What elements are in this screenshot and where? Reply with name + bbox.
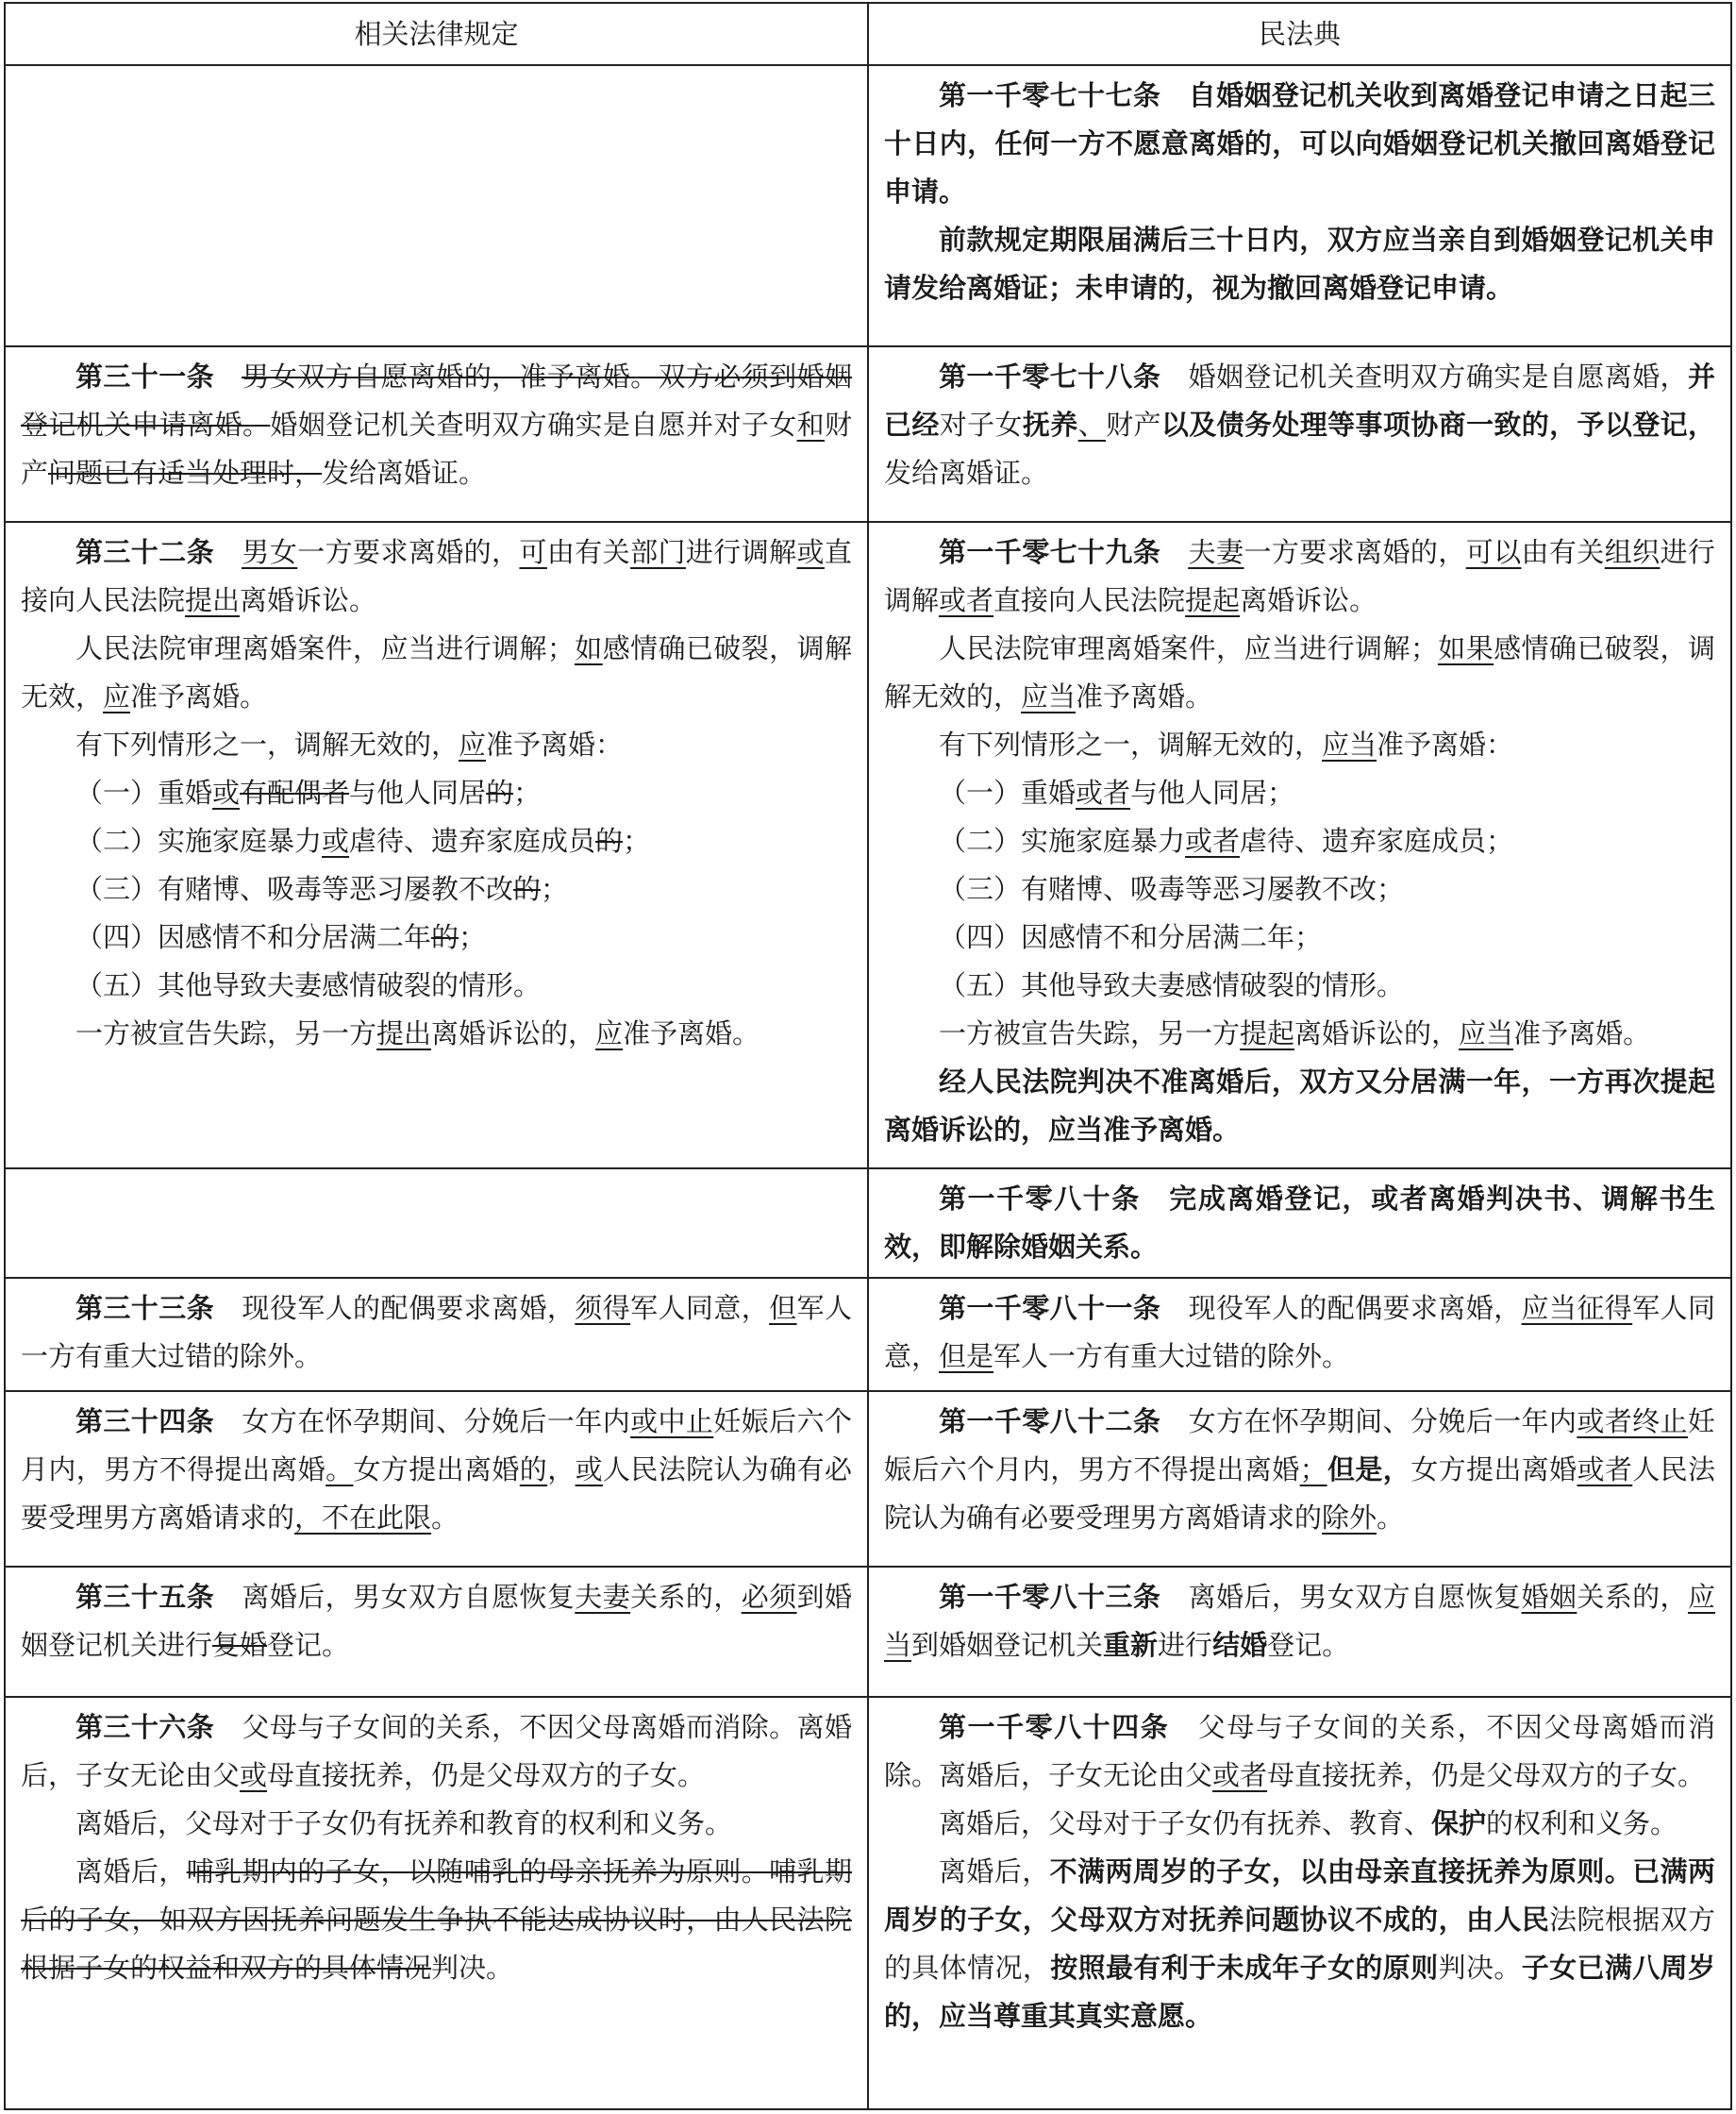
table-row [5, 1278, 1731, 1391]
bold-text: 第一千零七十七条 [939, 79, 1161, 111]
body-text: 有下列情形之一，调解无效的， [75, 729, 459, 761]
body-text: 离婚诉讼的， [1294, 1017, 1460, 1049]
header-civil-code: 民法典 [868, 3, 1731, 65]
changed-text: 。 [326, 1453, 354, 1485]
changed-text: 或 [796, 536, 825, 568]
changed-text: 夫妻 [575, 1581, 631, 1613]
body-text: 一方要求离婚的， [1244, 536, 1466, 568]
body-text: 母直接抚养，仍是父母双方的子女。 [267, 1759, 706, 1791]
bold-text: 第一千零七十九条 [939, 536, 1161, 568]
cell-related-law [5, 1697, 868, 2109]
body-text: 离婚后，父母对于子女仍有抚养和教育的权利和义务。 [75, 1807, 733, 1839]
body-text: 与他人同居 [349, 777, 487, 809]
body-text: ； [541, 873, 569, 905]
body-text: 现役军人的配偶要求离婚， [1188, 1292, 1522, 1324]
body-text: 财产 [21, 409, 852, 489]
body-text: 登记。 [1267, 1629, 1350, 1661]
article-paragraph [21, 1284, 852, 1381]
deleted-text: 哺乳期内的子女，以随哺乳的母亲抚养为原则。哺乳期后的子女，如双方因抚养问题发生争执不能达成协议时，由人民法院根据子女的权益和双方的具体情况 [21, 1855, 852, 1984]
body-text: 的权利和义务。 [1486, 1807, 1678, 1839]
body-text: 人民法院审理离婚案件，应当进行调解； [939, 632, 1438, 664]
cell-civil-code [868, 1567, 1731, 1697]
deleted-text: 男女双方自愿离婚的，准予离婚。双方必须到婚姻登记机关申请离婚。 [21, 361, 852, 441]
body-text: 离婚诉讼。 [1240, 584, 1377, 616]
article-paragraph [884, 528, 1715, 625]
body-text: ， [547, 1453, 576, 1485]
body-text: ； [513, 777, 542, 809]
body-text: 判决。 [1438, 1952, 1522, 1984]
cell-related-law [5, 1168, 868, 1278]
article-paragraph [884, 72, 1715, 216]
changed-text: 应 [459, 729, 487, 761]
cell-civil-code [868, 1168, 1731, 1278]
bold-text: 第三十一条 [75, 361, 215, 393]
body-text: 军人同意， [884, 1292, 1715, 1372]
body-text: 感情确已破裂，调解无效， [21, 632, 852, 713]
article-paragraph [884, 1703, 1715, 1800]
article-paragraph [884, 962, 1715, 1010]
changed-text: 应当 [1459, 1017, 1514, 1049]
cell-civil-code [868, 65, 1731, 346]
article-paragraph [21, 1010, 852, 1058]
article-paragraph [884, 914, 1715, 962]
body-text: ； [459, 921, 487, 953]
bold-text: 第一千零八十一条 [939, 1292, 1161, 1324]
deleted-text: 的 [595, 825, 624, 857]
article-paragraph [21, 1703, 852, 1800]
body-text: 人民法院审理离婚案件，应当进行调解； [75, 632, 575, 664]
body-text: 离婚诉讼。 [240, 584, 377, 616]
changed-text: 或 [212, 777, 241, 809]
changed-text: 或者 [1577, 1453, 1633, 1485]
bold-text: 第三十二条 [75, 536, 215, 568]
body-text: 一方被宣告失踪，另一方 [75, 1017, 377, 1049]
deleted-text: 有配偶者 [240, 777, 350, 809]
body-text: 军人一方有重大过错的除外。 [993, 1340, 1350, 1372]
cell-related-law [5, 1278, 868, 1391]
changed-text: 应 [595, 1017, 624, 1049]
body-text: 准予离婚： [1377, 729, 1514, 761]
body-text: 军人一方有重大过错的除外。 [21, 1292, 852, 1372]
bold-text: 但是， [1327, 1453, 1411, 1485]
article-paragraph [21, 865, 852, 914]
changed-text: 必须 [741, 1581, 797, 1613]
body-text: 离婚后，男女双方自愿恢复 [242, 1581, 576, 1613]
body-text: （三）有赌博、吸毒等恶习屡教不改； [939, 873, 1405, 905]
body-text: 有下列情形之一，调解无效的， [939, 729, 1323, 761]
body-text: 对子女 [939, 409, 1023, 441]
cell-civil-code [868, 522, 1731, 1168]
body-text: 虐待、遗弃家庭成员 [349, 825, 596, 857]
body-text: 判决。 [431, 1952, 514, 1984]
body-text: 准予离婚。 [1513, 1017, 1651, 1049]
header-related-law: 相关法律规定 [5, 3, 868, 65]
changed-text: 应当 [884, 1581, 1715, 1661]
article-paragraph [884, 1398, 1715, 1542]
body-text: 直接向人民法院 [993, 584, 1186, 616]
body-text: 进行调解 [685, 536, 797, 568]
body-text: 与他人同居； [1130, 777, 1295, 809]
table-row [5, 65, 1731, 346]
changed-text: 婚姻 [1521, 1581, 1577, 1613]
changed-text: 或者 [1185, 825, 1241, 857]
changed-text: 须得 [575, 1292, 631, 1324]
body-text: 准予离婚。 [623, 1017, 760, 1049]
body-text: 父母与子女间的关系，不因父母离婚而消除。离婚后，子女无论由父 [884, 1711, 1715, 1791]
article-paragraph [884, 353, 1715, 497]
changed-text: 应 [103, 680, 131, 713]
body-text: 军人同意， [630, 1292, 770, 1324]
cell-related-law [5, 346, 868, 522]
body-text: 登记。 [267, 1629, 350, 1661]
changed-text: 部门 [630, 536, 686, 568]
changed-text: 或 [575, 1453, 603, 1485]
bold-text: 保护 [1431, 1807, 1487, 1839]
changed-text: 应当 [1322, 729, 1377, 761]
body-text: 直接向人民法院 [21, 536, 852, 616]
article-paragraph [884, 1058, 1715, 1154]
article-paragraph [884, 865, 1715, 914]
cell-related-law [5, 1567, 868, 1697]
changed-text: 如 [574, 632, 603, 664]
changed-text: 男女 [242, 536, 298, 568]
article-paragraph [21, 721, 852, 769]
body-text: （五）其他导致夫妻感情破裂的情形。 [75, 969, 542, 1001]
changed-text: 应当征得 [1521, 1292, 1633, 1324]
body-text: 。 [1377, 1502, 1405, 1534]
header-row [5, 3, 1731, 65]
body-text: 虐待、遗弃家庭成员； [1240, 825, 1514, 857]
article-paragraph [21, 625, 852, 721]
changed-text: 或者 [939, 584, 994, 616]
bold-text: 经人民法院判决不准离婚后，双方又分居满一年，一方再次提起离婚诉讼的，应当准予离婚。 [884, 1065, 1715, 1146]
article-paragraph [884, 1573, 1715, 1669]
changed-text: 或者 [1076, 777, 1131, 809]
changed-text: 或者 [1212, 1759, 1268, 1791]
article-paragraph [21, 1573, 852, 1669]
article-paragraph [884, 216, 1715, 312]
bold-text: 第三十五条 [75, 1581, 215, 1613]
article-paragraph [884, 625, 1715, 721]
body-text: 关系的， [1577, 1581, 1688, 1613]
body-text: （一）重婚 [939, 777, 1077, 809]
body-text: 女方在怀孕期间、分娩后一年内 [1188, 1405, 1577, 1437]
changed-text: 应当 [1021, 680, 1077, 713]
bold-text: 前款规定期限届满后三十日内，双方应当亲自到婚姻登记机关申请发给离婚证；未申请的，视为撤回离婚登记申请。 [884, 224, 1715, 304]
bold-text: 第一千零八十条 [939, 1183, 1141, 1215]
body-text: 。 [431, 1502, 459, 1534]
body-text: 离婚后，父母对于子女仍有抚养、教育、 [939, 1807, 1432, 1839]
deleted-text: 的 [431, 921, 459, 953]
body-text: 离婚后，男女双方自愿恢复 [1188, 1581, 1522, 1613]
bold-text: 按照最有利于未成年子女的原则 [1050, 1952, 1439, 1984]
cell-civil-code [868, 1697, 1731, 2109]
changed-text: ，不在此限 [294, 1502, 432, 1534]
bold-text: 子女已满八周岁的，应当尊重其真实意愿。 [884, 1952, 1715, 2032]
article-paragraph [884, 1010, 1715, 1058]
bold-text: 自婚姻登记机关收到离婚登记申请之日起三十日内，任何一方不愿意离婚的，可以向婚姻登记机关撤回离婚登记申请。 [884, 79, 1715, 208]
table-row [5, 1567, 1731, 1697]
changed-text: 或 [322, 825, 350, 857]
cell-civil-code [868, 346, 1731, 522]
body-text: 妊娠后六个月内，男方不得提出离婚 [884, 1405, 1715, 1485]
article-paragraph [21, 1398, 852, 1542]
body-text: 一方要求离婚的， [297, 536, 520, 568]
table-row [5, 346, 1731, 522]
body-text: 人民法院认为确有必要受理男方离婚请求的 [21, 1453, 852, 1534]
changed-text: 组织 [1604, 536, 1661, 568]
bold-text: 不满两周岁的子女，以由母亲直接抚养为原则。已满两周岁的子女，父母双方对抚养问题协议不成的，由人民 [884, 1855, 1715, 1936]
article-paragraph [21, 1848, 852, 1992]
bold-text: 第一千零八十三条 [939, 1581, 1161, 1613]
bold-text: 第三十四条 [75, 1405, 215, 1437]
comparison-table [4, 2, 1732, 2110]
article-paragraph [884, 1848, 1715, 2040]
body-text: （二）实施家庭暴力 [75, 825, 323, 857]
changed-text: 提起 [1185, 584, 1241, 616]
body-text: 离婚后， [939, 1855, 1050, 1888]
article-paragraph [21, 353, 852, 497]
changed-text: 但 [769, 1292, 797, 1324]
changed-text: 夫妻 [1188, 536, 1244, 568]
bold-text: 第一千零八十四条 [939, 1711, 1170, 1743]
deleted-text: 的 [513, 873, 542, 905]
deleted-text: 的 [486, 777, 514, 809]
article-paragraph [21, 962, 852, 1010]
changed-text: 的 [519, 1453, 548, 1485]
body-text: 离婚后， [75, 1855, 187, 1888]
article-paragraph [21, 914, 852, 962]
changed-text: 提出 [376, 1017, 432, 1049]
article-paragraph [884, 769, 1715, 817]
body-text: ； [623, 825, 651, 857]
article-paragraph [884, 1175, 1715, 1271]
bold-text: 第三十三条 [75, 1292, 215, 1324]
body-text: 父母与子女间的关系，不因父母离婚而消除。离婚后，子女无论由父 [21, 1711, 852, 1791]
body-text: 准予离婚： [486, 729, 624, 761]
body-text: 关系的， [630, 1581, 742, 1613]
body-text: （三）有赌博、吸毒等恶习屡教不改 [75, 873, 514, 905]
changed-text: 如果 [1437, 632, 1494, 664]
body-text: 发给离婚证。 [884, 457, 1049, 489]
body-text: 准予离婚。 [1076, 680, 1213, 713]
body-text: 由有关 [1521, 536, 1605, 568]
body-text: （四）因感情不和分居满二年 [75, 921, 432, 953]
table-row [5, 1391, 1731, 1567]
deleted-text: 复婚 [212, 1629, 268, 1661]
changed-text: 和 [796, 409, 825, 441]
table-row [5, 522, 1731, 1168]
body-text: 女方在怀孕期间、分娩后一年内 [242, 1405, 631, 1437]
body-text: 发给离婚证。 [322, 457, 487, 489]
body-text: 法院根据双方的具体情况， [884, 1904, 1715, 1984]
article-paragraph [21, 528, 852, 625]
body-text: 婚姻登记机关查明双方确实是自愿并对子女 [270, 409, 797, 441]
body-text: 妊娠后六个月内，男方不得提出离婚 [21, 1405, 852, 1485]
body-text: 人民法院认为确有必要受理男方离婚请求的 [884, 1453, 1715, 1534]
body-text: 女方提出离婚 [353, 1453, 520, 1485]
body-text: 婚姻登记机关查明双方确实是自愿离婚， [1188, 361, 1688, 393]
changed-text: 可 [519, 536, 547, 568]
body-text: 感情确已破裂，调解无效的， [884, 632, 1715, 713]
changed-text: 、 [1077, 409, 1107, 441]
article-paragraph [884, 817, 1715, 865]
bold-text: 抚养 [1022, 409, 1078, 441]
body-text: 进行 [1158, 1629, 1213, 1661]
bold-text: 第一千零七十八条 [939, 361, 1161, 393]
article-paragraph [884, 721, 1715, 769]
body-text: 母直接抚养，仍是父母双方的子女。 [1267, 1759, 1706, 1791]
body-text: 到婚姻登记机关进行 [21, 1581, 852, 1661]
article-paragraph [884, 1284, 1715, 1381]
changed-text: 或中止 [630, 1405, 714, 1437]
body-text: 财产 [1106, 409, 1161, 441]
cell-civil-code [868, 1391, 1731, 1567]
changed-text: 或 [240, 1759, 268, 1791]
cell-related-law [5, 1391, 868, 1567]
body-text: 准予离婚。 [130, 680, 268, 713]
changed-text: 提出 [185, 584, 241, 616]
body-text: 离婚诉讼的， [431, 1017, 596, 1049]
cell-civil-code [868, 1278, 1731, 1391]
body-text: （四）因感情不和分居满二年； [939, 921, 1323, 953]
table-row [5, 1697, 1731, 2109]
table-row [5, 1168, 1731, 1278]
article-paragraph [21, 1800, 852, 1848]
changed-text: 可以 [1465, 536, 1522, 568]
changed-text: 除外 [1322, 1502, 1377, 1534]
body-text: 到婚姻登记机关 [911, 1629, 1104, 1661]
body-text: 进行调解 [884, 536, 1715, 616]
article-paragraph [21, 769, 852, 817]
body-text: （二）实施家庭暴力 [939, 825, 1186, 857]
body-text: （一）重婚 [75, 777, 213, 809]
bold-text: 完成离婚登记，或者离婚判决书、调解书生效，即解除婚姻关系。 [884, 1183, 1715, 1263]
bold-text: 第一千零八十二条 [939, 1405, 1161, 1437]
bold-text: 重新 [1103, 1629, 1159, 1661]
article-paragraph [884, 1800, 1715, 1848]
bold-text: 结婚 [1212, 1629, 1268, 1661]
changed-text: 但是 [939, 1340, 994, 1372]
bold-text: 第三十六条 [75, 1711, 215, 1743]
body-text: 由有关 [546, 536, 631, 568]
body-text: （五）其他导致夫妻感情破裂的情形。 [939, 969, 1405, 1001]
changed-text: ； [1299, 1453, 1327, 1485]
deleted-text: 问题已有适当处理时， [48, 457, 323, 489]
cell-related-law [5, 522, 868, 1168]
body-text: 女方提出离婚 [1410, 1453, 1577, 1485]
bold-text: 以及债务处理等事项协商一致的，予以登记， [1160, 409, 1715, 441]
changed-text: 提起 [1240, 1017, 1295, 1049]
body-text: 一方被宣告失踪，另一方 [939, 1017, 1241, 1049]
cell-related-law [5, 65, 868, 346]
body-text: 现役军人的配偶要求离婚， [242, 1292, 576, 1324]
changed-text: 或者终止 [1577, 1405, 1688, 1437]
article-paragraph [21, 817, 852, 865]
bold-text: 并已经 [884, 361, 1715, 441]
